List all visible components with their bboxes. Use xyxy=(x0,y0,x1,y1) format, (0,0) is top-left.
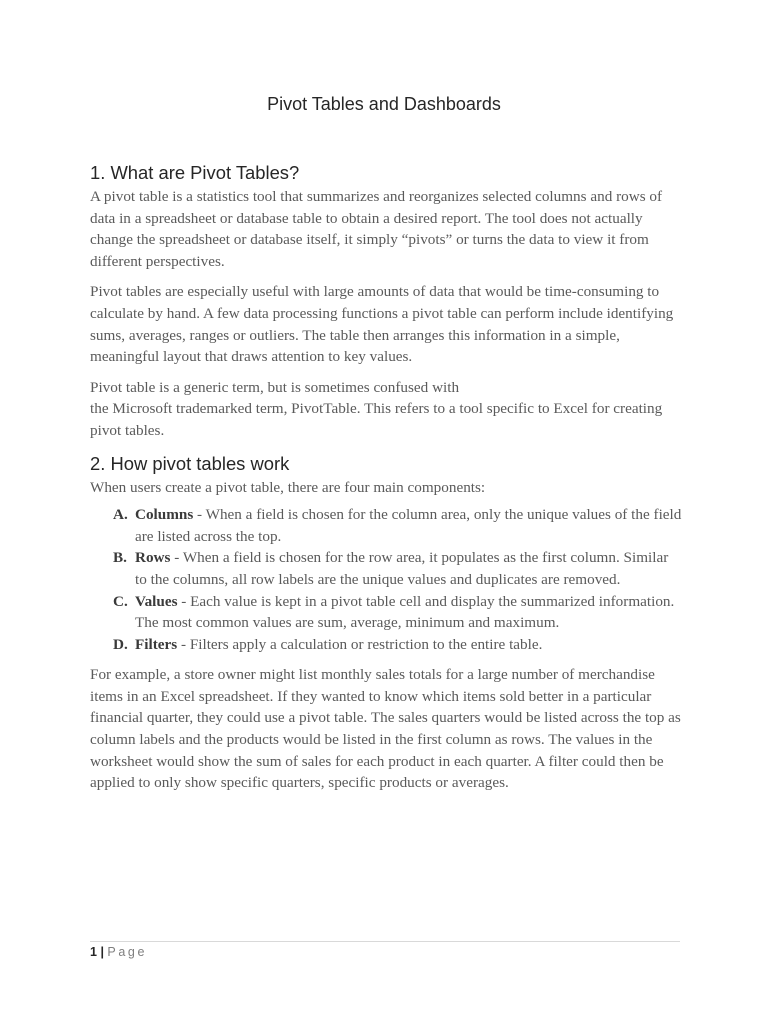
list-term: Columns xyxy=(135,506,194,524)
section-heading-what-are-pivot-tables: 1. What are Pivot Tables? xyxy=(90,162,300,183)
paragraph-example: For example, a store owner might list monthly sales totals for a large number of merchandise items in an Excel spreadsheet. If they wanted to know which items sold better in a particular financial quarter, they could use a pivot table. The sales quarters would be listed across the top as column labels and the products would be listed in the first column as rows. The values in the worksheet would show the sum of sales for each product in each quarter. A filter could then be applied to only show specific quarters, specific products or averages. xyxy=(90,666,681,792)
list-item-rows xyxy=(90,547,682,590)
list-term: Values xyxy=(135,592,178,610)
list-text: - Filters apply a calculation or restriction to the entire table. xyxy=(177,635,543,653)
paragraph-components-intro: When users create a pivot table, there are four main components: xyxy=(90,478,486,496)
components-list xyxy=(90,504,682,655)
list-item-values xyxy=(90,591,682,634)
section-heading-how-pivot-tables-work: 2. How pivot tables work xyxy=(90,452,290,474)
paragraph-definition: A pivot table is a statistics tool that summarizes and reorganizes selected columns and rows of data in a spreadsheet or database table to obtain a desired report. The tool does not actually change the spreadsheet or database itself, it simply “pivots” or turns the data to view it from different perspectives. xyxy=(90,188,663,270)
list-item-filters xyxy=(90,634,682,656)
paragraph-generic-term-line1: Pivot table is a generic term, but is sometimes confused with xyxy=(90,378,460,396)
document-body xyxy=(90,160,682,803)
paragraph-generic-term-line2: the Microsoft trademarked term, PivotTable. This refers to a tool specific to Excel for creating pivot tables. xyxy=(90,400,663,439)
page-footer xyxy=(90,944,147,960)
list-term: Filters xyxy=(135,635,178,653)
list-term: Rows xyxy=(135,549,171,567)
list-text: - Each value is kept in a pivot table cell and display the summarized information. The most common values are sum, average, minimum and maximum. xyxy=(135,592,675,632)
list-text: - When a field is chosen for the row area, it populates as the first column. Similar to the columns, all row labels are the unique values and duplicates are removed. xyxy=(135,549,669,588)
list-marker: B. xyxy=(113,549,127,567)
list-text: - When a field is chosen for the column area, only the unique values of the field are listed across the top. xyxy=(135,506,682,545)
list-marker: C. xyxy=(113,592,128,610)
paragraph-generic-term xyxy=(90,377,682,442)
list-marker: A. xyxy=(113,506,128,524)
document-title: Pivot Tables and Dashboards xyxy=(267,94,501,114)
paragraph-usefulness: Pivot tables are especially useful with large amounts of data that would be time-consuming to calculate by hand. A few data processing functions a pivot table can perform include identifying sums, averages, ranges or outliers. The table then arranges this information in a simple, meaningful layout that draws attention to key values. xyxy=(90,283,674,366)
list-item-columns xyxy=(90,504,682,547)
list-marker: D. xyxy=(113,635,128,653)
footer-divider xyxy=(90,941,680,942)
page-number: 1 xyxy=(90,945,97,959)
footer-separator: | xyxy=(100,945,104,959)
page-label: Page xyxy=(107,945,148,959)
